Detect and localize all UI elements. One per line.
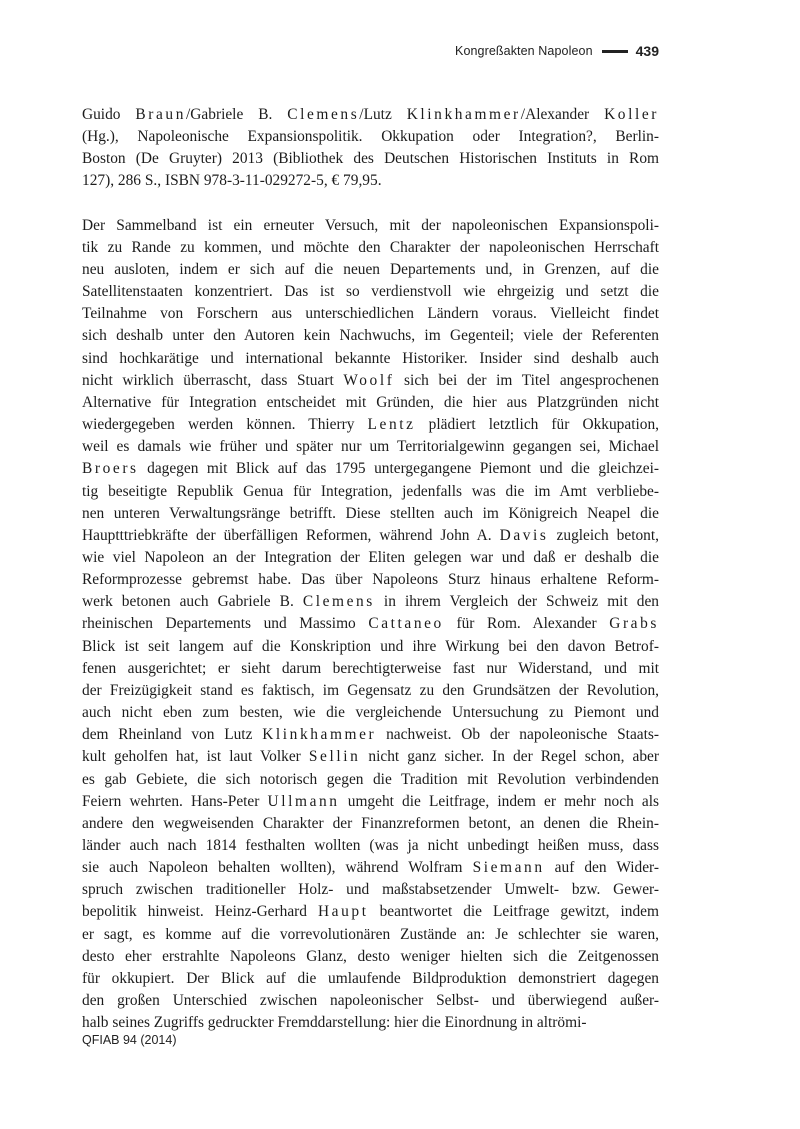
text-line	[82, 348, 659, 370]
text-run: sie auch Napoleon behalten wollten), während Wolfram	[82, 859, 473, 877]
text-run: rheinischen Departements und Massimo	[82, 615, 369, 633]
review-paragraph	[82, 215, 659, 1035]
text-run: nicht ganz sicher. In der Regel schon, aber	[360, 748, 659, 766]
text-run: kult geholfen hat, ist laut Volker	[82, 748, 309, 766]
header-rule	[602, 50, 628, 53]
text-run: Satellitenstaaten konzentriert. Das ist so verdienstvoll wie ehrgeizig und setzt die	[82, 283, 659, 301]
text-line	[82, 791, 659, 813]
text-run: der Freizügigkeit stand es faktisch, im Gegensatz zu den Grundsätzen der Revolution,	[82, 681, 659, 699]
text-run: desto eher erstrahlte Napoleons Glanz, desto weniger hielten sich die Zeitgenossen	[82, 947, 659, 965]
author-name: Haupt	[317, 903, 369, 921]
author-name: Clemens	[287, 106, 360, 123]
text-run: (Hg.), Napoleonische Expansionspolitik. Okkupation oder Integration?, Berlin-	[82, 128, 659, 146]
text-run: 127), 286 S., ISBN 978-3-11-029272-5, € 79,95.	[82, 172, 382, 190]
running-head	[455, 43, 659, 59]
text-run: sind hochkarätige und international bekannte Historiker. Insider sind deshalb auch	[82, 349, 659, 367]
author-name: Cattaneo	[368, 615, 444, 633]
text-run: umgeht die Leitfrage, indem er mehr noch als	[339, 792, 660, 810]
text-run: tig beseitigte Republik Genua für Integration, jedenfalls was die im Amt verbliebe-	[82, 482, 659, 500]
text-run: Blick ist seit langem auf die Konskription und ihre Wirkung bei den davon Betrof-	[82, 637, 659, 655]
text-run: Feiern wehrten. Hans-Peter	[82, 792, 268, 810]
text-line	[82, 414, 659, 436]
text-run: für okkupiert. Der Blick auf die umlaufende Bildproduktion demonstriert dagegen	[82, 969, 659, 987]
text-run: bepolitik hinweist. Heinz-Gerhard	[82, 903, 318, 921]
journal-footer: QFIAB 94 (2014)	[82, 1033, 177, 1047]
text-run: dagegen mit Blick auf das 1795 untergegangene Piemont und die gleichzei-	[138, 460, 659, 478]
text-run: zugleich betont,	[548, 526, 659, 544]
text-line	[82, 901, 659, 923]
text-run: tik zu Rande zu kommen, und möchte den Charakter der napoleonischen Herrschaft	[82, 238, 659, 256]
text-line	[82, 835, 659, 857]
citation-line	[82, 126, 659, 148]
text-run: es gab Gebiete, die sich notorisch gegen die Tradition mit Revolution verbindenden	[82, 770, 659, 788]
text-run: plädiert letztlich für Okkupation,	[415, 416, 659, 434]
author-name: Lentz	[367, 416, 416, 434]
author-name: Koller	[604, 106, 660, 123]
text-line	[82, 392, 659, 414]
text-line	[82, 436, 659, 458]
text-run: Der Sammelband ist ein erneuter Versuch, mit der napoleonischen Expansionspoli-	[82, 216, 659, 234]
text-line	[82, 813, 659, 835]
text-line	[82, 724, 659, 746]
text-line	[82, 458, 659, 480]
text-run: weil es damals wie früher und später nur um Territorialgewinn gegangen sei, Michael	[82, 438, 659, 456]
text-line	[82, 680, 659, 702]
author-name: Grabs	[609, 615, 659, 633]
body-text	[82, 104, 659, 1034]
text-run: auf den Wider-	[544, 859, 659, 877]
author-name: Sellin	[308, 748, 361, 766]
text-line	[82, 946, 659, 968]
text-line	[82, 746, 659, 768]
text-run: /Alexander	[520, 106, 605, 123]
text-run: auch nicht eben zum besten, wie die vergleichende Untersuchung zu Piemont und	[82, 704, 659, 722]
text-run: fenen ausgerichtet; er sieht darum berechtigterweise fast nur Widerstand, und mit	[82, 659, 659, 677]
text-run: /Gabriele B.	[186, 106, 288, 123]
text-run: dem Rheinland von Lutz	[82, 726, 263, 744]
citation-line	[82, 148, 659, 170]
text-run: halb seines Zugriffs gedruckter Fremddarstellung: hier die Einordnung in altrömi-	[82, 1014, 587, 1032]
text-line	[82, 702, 659, 724]
running-title: Kongreßakten Napoleon	[455, 44, 593, 58]
text-line	[82, 857, 659, 879]
text-run: den großen Unterschied zwischen napoleonischer Selbst- und überwiegend außer-	[82, 992, 659, 1010]
text-line	[82, 924, 659, 946]
text-line	[82, 481, 659, 503]
text-run: nicht wirklich überrascht, dass Stuart	[82, 371, 344, 389]
text-line	[82, 613, 659, 635]
text-line	[82, 990, 659, 1012]
text-line	[82, 503, 659, 525]
author-name: Clemens	[302, 593, 375, 611]
author-name: Ullmann	[267, 792, 340, 810]
text-run: länder auch nach 1814 festhalten wollten (was ja nicht unbedingt heißen muss, dass	[82, 837, 659, 854]
text-run: andere den wegweisenden Charakter der Finanzreformen betont, an denen die Rhein-	[82, 814, 659, 832]
text-line	[82, 325, 659, 347]
text-run: wiedergegeben werden können. Thierry	[82, 416, 368, 434]
text-line	[82, 1012, 659, 1034]
author-name: Klinkhammer	[262, 726, 377, 744]
text-line	[82, 525, 659, 547]
paragraph-gap	[82, 193, 659, 215]
author-name: Braun	[135, 106, 187, 123]
text-run: für Rom. Alexander	[443, 615, 610, 633]
author-name: Broers	[82, 460, 139, 478]
text-run: in ihrem Vergleich der Schweiz mit den	[374, 593, 659, 611]
author-name: Siemann	[472, 859, 545, 877]
text-line	[82, 370, 659, 392]
text-run: wie viel Napoleon an der Integration der Eliten gelegen war und daß er deshalb die	[82, 548, 659, 566]
text-line	[82, 769, 659, 791]
text-run: nen unteren Verwaltungsränge betrifft. Diese stellten auch im Königreich Neapel die	[82, 504, 659, 522]
author-name: Klinkhammer	[406, 106, 521, 123]
author-name: Davis	[499, 526, 549, 544]
text-line	[82, 215, 659, 237]
text-run: Boston (De Gruyter) 2013 (Bibliothek des Deutschen Historischen Instituts in Rom	[82, 150, 659, 168]
text-run: beantwortet die Leitfrage gewitzt, indem	[368, 903, 659, 921]
text-run: nachweist. Ob der napoleonische Staats-	[376, 726, 659, 744]
text-run: Alternative für Integration entscheidet mit Gründen, die hier aus Platzgründen nicht	[82, 393, 659, 411]
text-run: Hauptttriebkräfte der überfälligen Reformen, während John A.	[82, 526, 500, 544]
author-name: Woolf	[343, 371, 395, 389]
text-run: Guido	[82, 106, 136, 123]
text-run: werk betonen auch Gabriele B.	[82, 593, 303, 611]
book-citation	[82, 104, 659, 193]
text-line	[82, 237, 659, 259]
text-line	[82, 636, 659, 658]
text-line	[82, 879, 659, 901]
text-line	[82, 547, 659, 569]
text-line	[82, 968, 659, 990]
text-run: /Lutz	[359, 106, 407, 123]
text-run: sich deshalb unter den Autoren kein Nachwuchs, im Gegenteil; viele der Referenten	[82, 327, 659, 345]
text-run: spruch zwischen traditioneller Holz- und maßstabsetzender Umwelt- bzw. Gewer-	[82, 881, 659, 899]
text-line	[82, 591, 659, 613]
text-line	[82, 281, 659, 303]
text-run: sich bei der im Titel angesprochenen	[394, 371, 659, 389]
text-line	[82, 259, 659, 281]
text-run: Teilnahme von Forschern aus unterschiedlichen Ländern voraus. Vielleicht findet	[82, 305, 659, 323]
text-run: er sagt, es komme auf die vorrevolutionären Zustände an: Je schlechter sie waren,	[82, 925, 659, 943]
citation-line	[82, 170, 659, 192]
page-number: 439	[635, 43, 659, 59]
text-line	[82, 658, 659, 680]
text-run: Reformprozesse gebremst habe. Das über Napoleons Sturz hinaus erhaltene Reform-	[82, 571, 659, 589]
text-line	[82, 569, 659, 591]
text-line	[82, 303, 659, 325]
citation-line	[82, 104, 659, 126]
text-run: neu ausloten, indem er sich auf die neuen Departements und, in Grenzen, auf die	[82, 260, 659, 278]
